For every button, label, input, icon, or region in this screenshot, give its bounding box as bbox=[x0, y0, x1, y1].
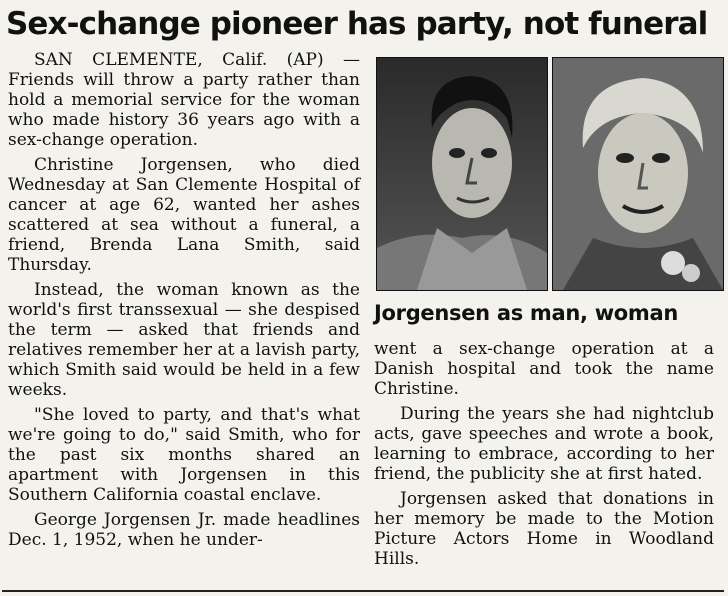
headline: Sex-change pioneer has party, not funeral bbox=[6, 6, 708, 42]
photo-pair bbox=[374, 57, 722, 291]
paragraph: Jorgensen asked that donations in her memory be made to the Motion Picture Actors Home in Woodland Hills. bbox=[374, 489, 714, 569]
paragraph-dateline: SAN CLEMENTE, Calif. (AP) — Friends will throw a party rather than hold a memorial service for the woman who made history 36 years ago with a sex-change operation. bbox=[8, 50, 360, 150]
article-column-left bbox=[8, 50, 360, 555]
paragraph-continuation: went a sex-change operation at a Danish hospital and took the name Christine. bbox=[374, 339, 714, 399]
photo-woman bbox=[552, 57, 724, 291]
photo-caption: Jorgensen as man, woman bbox=[374, 301, 679, 325]
paragraph: During the years she had nightclub acts, gave speeches and wrote a book, learning to embrace, according to her friend, the publicity she at first hated. bbox=[374, 404, 714, 484]
paragraph: Instead, the woman known as the world's first transsexual — she despised the term — asked that friends and relatives remember her at a lavish party, which Smith said would be held in a few weeks. bbox=[8, 280, 360, 400]
paragraph: "She loved to party, and that's what we're going to do," said Smith, who for the past six months shared an apartment with Jorgensen in this Southern California coastal enclave. bbox=[8, 405, 360, 505]
paragraph: Christine Jorgensen, who died Wednesday at San Clemente Hospital of cancer at age 62, wanted her ashes scattered at sea without a funeral, a friend, Brenda Lana Smith, said Thursday. bbox=[8, 155, 360, 275]
bottom-rule bbox=[2, 590, 724, 592]
photo-man bbox=[376, 57, 548, 291]
article-column-right bbox=[374, 339, 714, 574]
paragraph: George Jorgensen Jr. made headlines Dec. 1, 1952, when he under- bbox=[8, 510, 360, 550]
